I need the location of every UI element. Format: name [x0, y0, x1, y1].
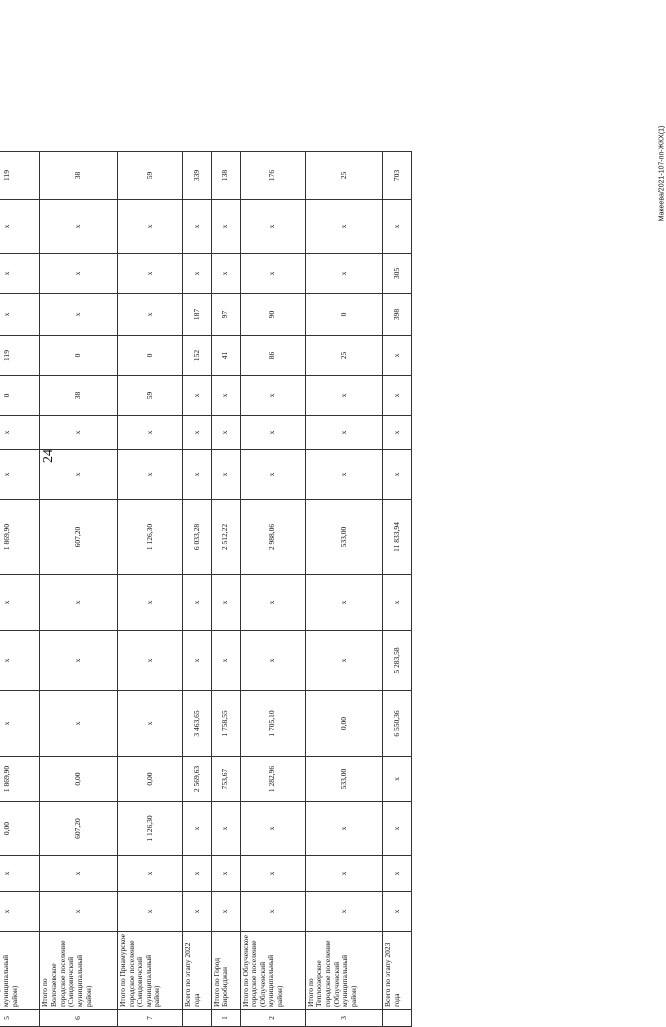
table-cell: x [211, 892, 240, 932]
table-cell: x [40, 575, 117, 631]
table-cell: x [117, 294, 182, 336]
table-cell: 0,00 [117, 757, 182, 802]
table-cell: x [240, 416, 305, 450]
table-cell: 97 [211, 294, 240, 336]
table-row [305, 152, 382, 1027]
table-row [40, 152, 117, 1027]
table-cell: x [117, 254, 182, 294]
table-cell: 6 550,36 [383, 691, 412, 757]
table-cell: 753,67 [211, 757, 240, 802]
table-cell: 7 [117, 1010, 182, 1027]
table-row [211, 152, 240, 1027]
table-cell: 1 [211, 1010, 240, 1027]
table-cell: 398 [383, 294, 412, 336]
table-cell: 6 [40, 1010, 117, 1027]
table-cell: x [40, 631, 117, 691]
table-cell: x [383, 892, 412, 932]
table-cell: 607,20 [40, 802, 117, 856]
table-cell: 187 [183, 294, 212, 336]
table-row [383, 152, 412, 1027]
table-cell: x [117, 450, 182, 500]
table-cell [383, 1010, 412, 1027]
table-cell: 138 [211, 152, 240, 200]
table-cell: 1 126,30 [117, 802, 182, 856]
table-cell: 2 569,63 [183, 757, 212, 802]
table-cell: x [183, 376, 212, 416]
table-cell: 41 [211, 336, 240, 376]
document-code: Макеева/2021-107-пп-ЖКХ(1) [658, 125, 666, 222]
table-cell: 6 033,28 [183, 500, 212, 575]
table-cell: x [0, 691, 40, 757]
row-name-cell: Всего по этапу 2023 года [383, 932, 412, 1010]
table-cell: 176 [240, 152, 305, 200]
table-cell: x [183, 254, 212, 294]
table-cell: x [0, 200, 40, 254]
table-cell: x [117, 200, 182, 254]
table-cell: x [211, 450, 240, 500]
table-cell: 1 869,90 [0, 500, 40, 575]
row-name-cell: Итого по Приамурское городское поселение (Смидовичский муниципальный район) [117, 932, 182, 1010]
table-cell: 59 [117, 152, 182, 200]
table-cell: 533,00 [305, 500, 382, 575]
table-cell: 0 [305, 294, 382, 336]
table-cell: x [40, 450, 117, 500]
table-cell: x [240, 631, 305, 691]
table-cell: 1 282,96 [240, 757, 305, 802]
row-name-cell: муниципальный район) [0, 932, 40, 1010]
table-cell: 38 [40, 376, 117, 416]
table-cell: x [383, 757, 412, 802]
table-cell: 90 [240, 294, 305, 336]
table-cell: 1 869,90 [0, 757, 40, 802]
table-cell: 0 [0, 376, 40, 416]
table-cell: x [383, 416, 412, 450]
table-cell: x [183, 575, 212, 631]
table-row [0, 152, 40, 1027]
table-cell: x [0, 254, 40, 294]
table-cell: x [211, 200, 240, 254]
table-cell: x [240, 376, 305, 416]
table-cell: x [211, 856, 240, 892]
table-cell: 0 [40, 336, 117, 376]
table-cell: 25 [305, 152, 382, 200]
row-name-cell: Всего по этапу 2022 года [183, 932, 212, 1010]
table-cell: x [0, 294, 40, 336]
table-cell: x [240, 802, 305, 856]
table-cell: x [383, 802, 412, 856]
table-cell: 0 [117, 336, 182, 376]
table-row [183, 152, 212, 1027]
table-cell: 0,00 [305, 691, 382, 757]
table-cell: x [0, 856, 40, 892]
table-cell: x [383, 376, 412, 416]
table-cell: 11 833,94 [383, 500, 412, 575]
data-table [0, 151, 412, 1027]
table-cell: x [183, 200, 212, 254]
table-cell: x [0, 631, 40, 691]
table-cell: x [183, 631, 212, 691]
table-cell: x [305, 631, 382, 691]
table-cell: x [117, 631, 182, 691]
table-cell: 59 [117, 376, 182, 416]
row-name-cell: Итого по Теплоозерское городское поселение (Облученский муниципальный район) [305, 932, 382, 1010]
table-cell: x [240, 450, 305, 500]
table-cell: 703 [383, 152, 412, 200]
table-cell: x [40, 294, 117, 336]
table-cell: x [0, 416, 40, 450]
table-cell: 607,20 [40, 500, 117, 575]
table-cell: 1 758,55 [211, 691, 240, 757]
table-cell: 339 [183, 152, 212, 200]
table-cell: 38 [40, 152, 117, 200]
table-cell: x [305, 856, 382, 892]
table-cell: x [117, 892, 182, 932]
rotated-table-container [0, 152, 412, 1027]
table-cell: x [117, 575, 182, 631]
table-cell: x [183, 416, 212, 450]
table-cell: x [183, 892, 212, 932]
table-cell: x [211, 802, 240, 856]
table-cell: x [240, 856, 305, 892]
table-cell: 3 463,65 [183, 691, 212, 757]
table-cell: 1 705,10 [240, 691, 305, 757]
table-cell: x [40, 416, 117, 450]
table-cell: 119 [0, 336, 40, 376]
table-cell: x [240, 200, 305, 254]
table-cell: x [117, 416, 182, 450]
table-cell: 3 [305, 1010, 382, 1027]
table-cell [183, 1010, 212, 1027]
table-cell: x [0, 892, 40, 932]
table-cell: 305 [383, 254, 412, 294]
table-cell: x [305, 575, 382, 631]
table-row [240, 152, 305, 1027]
table-cell: x [240, 575, 305, 631]
table-cell: x [383, 450, 412, 500]
table-cell: 2 988,06 [240, 500, 305, 575]
table-cell: 5 283,58 [383, 631, 412, 691]
table-cell: x [383, 575, 412, 631]
table-cell: x [240, 254, 305, 294]
table-cell: x [40, 254, 117, 294]
table-row [117, 152, 182, 1027]
table-cell: x [305, 416, 382, 450]
table-cell: x [305, 802, 382, 856]
table-cell: x [211, 254, 240, 294]
table-cell: 86 [240, 336, 305, 376]
table-cell: x [183, 856, 212, 892]
table-cell: 1 126,30 [117, 500, 182, 575]
table-cell: x [211, 376, 240, 416]
table-cell: 152 [183, 336, 212, 376]
table-cell: x [305, 254, 382, 294]
table-cell: x [240, 892, 305, 932]
table-cell: x [40, 856, 117, 892]
table-cell: 119 [0, 152, 40, 200]
table-cell: x [305, 450, 382, 500]
table-cell: x [305, 892, 382, 932]
table-cell: x [40, 200, 117, 254]
table-cell: 533,00 [305, 757, 382, 802]
table-cell: x [383, 336, 412, 376]
table-cell: x [305, 376, 382, 416]
table-cell: 2 [240, 1010, 305, 1027]
table-cell: x [305, 200, 382, 254]
row-name-cell: Итого по Город Биробиджан [211, 932, 240, 1010]
table-cell: x [211, 416, 240, 450]
table-cell: 0,00 [40, 757, 117, 802]
row-name-cell: Итого по Волочаевское городское поселение (Смидовичский муниципальный район) [40, 932, 117, 1010]
table-cell: 0,00 [0, 802, 40, 856]
page-number: 24 [41, 449, 56, 463]
table-cell: x [211, 631, 240, 691]
table-cell: x [211, 575, 240, 631]
table-cell: x [183, 802, 212, 856]
table-cell: x [0, 450, 40, 500]
row-name-cell: Итого по Облученское городское поселение (Облученский муниципальный район) [240, 932, 305, 1010]
table-cell: x [183, 450, 212, 500]
table-cell: 2 512,22 [211, 500, 240, 575]
table-cell: x [0, 575, 40, 631]
table-cell: x [117, 856, 182, 892]
table-cell: 5 [0, 1010, 40, 1027]
table-cell: x [40, 892, 117, 932]
table-cell: x [40, 691, 117, 757]
table-cell: 25 [305, 336, 382, 376]
table-cell: x [383, 856, 412, 892]
table-cell: x [117, 691, 182, 757]
table-cell: x [383, 200, 412, 254]
